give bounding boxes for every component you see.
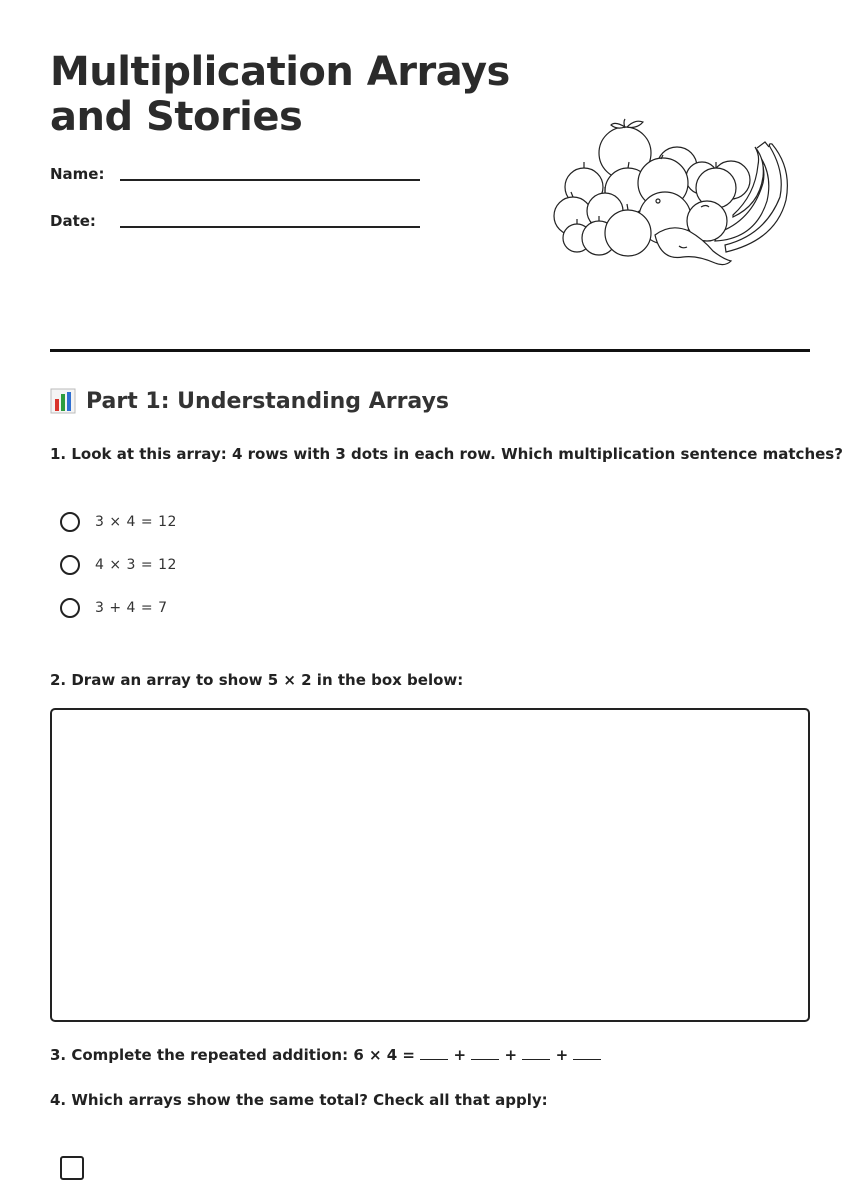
answer-blank-3[interactable]: [522, 1047, 550, 1060]
worksheet-title: [50, 50, 510, 140]
section-divider: [50, 349, 810, 352]
plus-sign: +: [453, 1046, 467, 1064]
array-drawing-box[interactable]: [50, 708, 810, 1022]
question-3: [50, 1046, 601, 1064]
answer-blank-1[interactable]: [420, 1047, 448, 1060]
plus-sign: +: [504, 1046, 518, 1064]
part1-title: Part 1: Understanding Arrays: [86, 388, 450, 414]
radio-button[interactable]: [60, 598, 80, 618]
answer-blank-2[interactable]: [471, 1047, 499, 1060]
bar-chart-icon: [50, 388, 76, 414]
date-line[interactable]: [120, 226, 420, 228]
radio-button[interactable]: [60, 512, 80, 532]
title-line-1: Multiplication Arrays: [50, 49, 510, 95]
answer-blank-4[interactable]: [573, 1047, 601, 1060]
option-label: 3 + 4 = 7: [95, 600, 168, 616]
plus-sign: +: [555, 1046, 569, 1064]
question-1: 1. Look at this array: 4 rows with 3 dots in each row. Which multiplication sentence matches?: [50, 445, 843, 463]
name-field-row[interactable]: [50, 165, 430, 195]
name-label: Name:: [50, 165, 105, 183]
q1-option-2[interactable]: [60, 552, 177, 578]
radio-button[interactable]: [60, 555, 80, 575]
q1-option-3[interactable]: [60, 595, 167, 621]
date-label: Date:: [50, 212, 96, 230]
name-line[interactable]: [120, 179, 420, 181]
question-4: 4. Which arrays show the same total? Check all that apply:: [50, 1091, 548, 1109]
q4-checkbox-1[interactable]: [60, 1156, 84, 1180]
part1-heading: [50, 388, 449, 414]
title-line-2: and Stories: [50, 94, 303, 140]
date-field-row[interactable]: [50, 212, 430, 242]
option-label: 3 × 4 = 12: [95, 514, 177, 530]
fruit-basket-illustration: [545, 115, 790, 270]
question-3-text: 3. Complete the repeated addition: 6 × 4 =: [50, 1046, 416, 1064]
question-2: 2. Draw an array to show 5 × 2 in the box below:: [50, 671, 464, 689]
option-label: 4 × 3 = 12: [95, 557, 177, 573]
q1-option-1[interactable]: [60, 509, 177, 535]
